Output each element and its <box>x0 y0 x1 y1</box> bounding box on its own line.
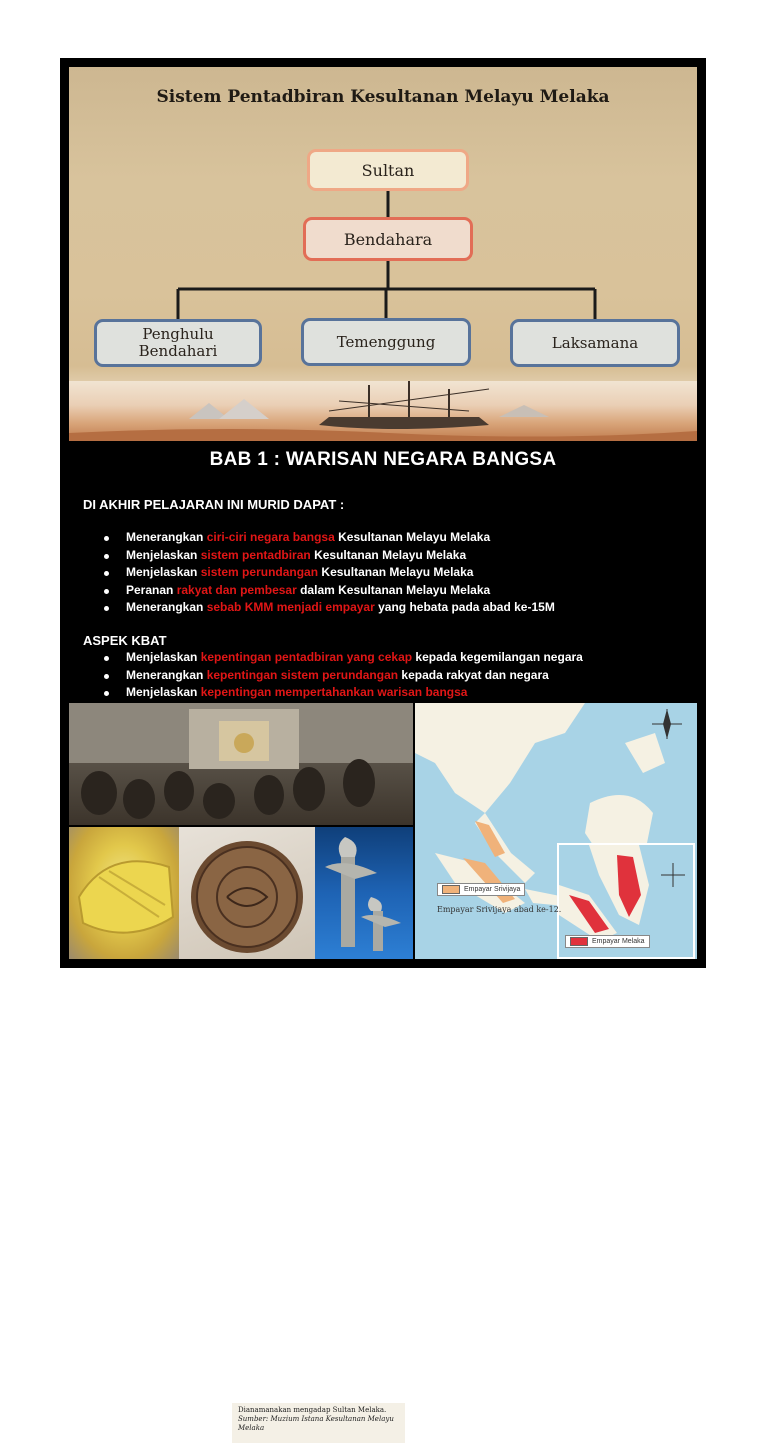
node-laksamana: Laksamana <box>510 319 680 367</box>
kbat-list <box>95 649 583 702</box>
page-frame <box>60 58 706 1432</box>
melaka-inset-map <box>557 843 695 959</box>
royal-seal-photo <box>179 827 315 959</box>
objective-item: Menjelaskan sistem pentadbiran Kesultanan Melayu Melaka <box>95 547 555 565</box>
objective-item: Menerangkan sebab KMM menjadi empayar yang hebata pada abad ke-15M <box>95 599 555 617</box>
map-caption: Empayar Srivijaya abad ke-12. <box>437 905 562 914</box>
legend-swatch <box>442 885 460 894</box>
ship-illustration <box>69 381 697 441</box>
chart-title: Sistem Pentadbiran Kesultanan Melayu Melaka <box>156 87 610 107</box>
objective-item: Menjelaskan sistem perundangan Kesultanan Melayu Melaka <box>95 564 555 582</box>
objectives-list <box>95 529 555 617</box>
kbat-item: Menerangkan kepentingan sistem perundangan kepada rakyat dan negara <box>95 667 583 685</box>
photo-caption: Dianamanakan mengadap Sultan Melaka. Sumber: Muzium Istana Kesultanan Melayu Melaka <box>232 1403 405 1443</box>
page-content <box>69 67 697 1432</box>
objectives-label: DI AKHIR PELAJARAN INI MURID DAPAT : <box>83 497 345 512</box>
kbat-item: Menjelaskan kepentingan mempertahankan warisan bangsa <box>95 684 583 702</box>
tengkolok-photo <box>69 827 179 959</box>
legend-melaka: Empayar Melaka <box>565 935 650 948</box>
node-sultan: Sultan <box>307 149 469 191</box>
objective-item: Menerangkan ciri-ciri negara bangsa Kesultanan Melayu Melaka <box>95 529 555 547</box>
node-bendahara: Bendahara <box>303 217 473 261</box>
legend-swatch <box>570 937 588 946</box>
kbat-label: ASPEK KBAT <box>83 633 167 648</box>
keris-photo <box>315 827 413 959</box>
chapter-heading: BAB 1 : WARISAN NEGARA BANGSA <box>209 449 557 470</box>
node-temenggung: Temenggung <box>301 318 471 366</box>
royal-court-photo <box>69 703 413 1432</box>
node-penghulu-bendahari: Penghulu Bendahari <box>94 319 262 367</box>
legend-srivijaya: Empayar Srivijaya <box>437 883 525 896</box>
empire-map <box>415 703 697 959</box>
org-chart-image <box>69 67 697 441</box>
kbat-item: Menjelaskan kepentingan pentadbiran yang cekap kepada kegemilangan negara <box>95 649 583 667</box>
objective-item: Peranan rakyat dan pembesar dalam Kesultanan Melayu Melaka <box>95 582 555 600</box>
